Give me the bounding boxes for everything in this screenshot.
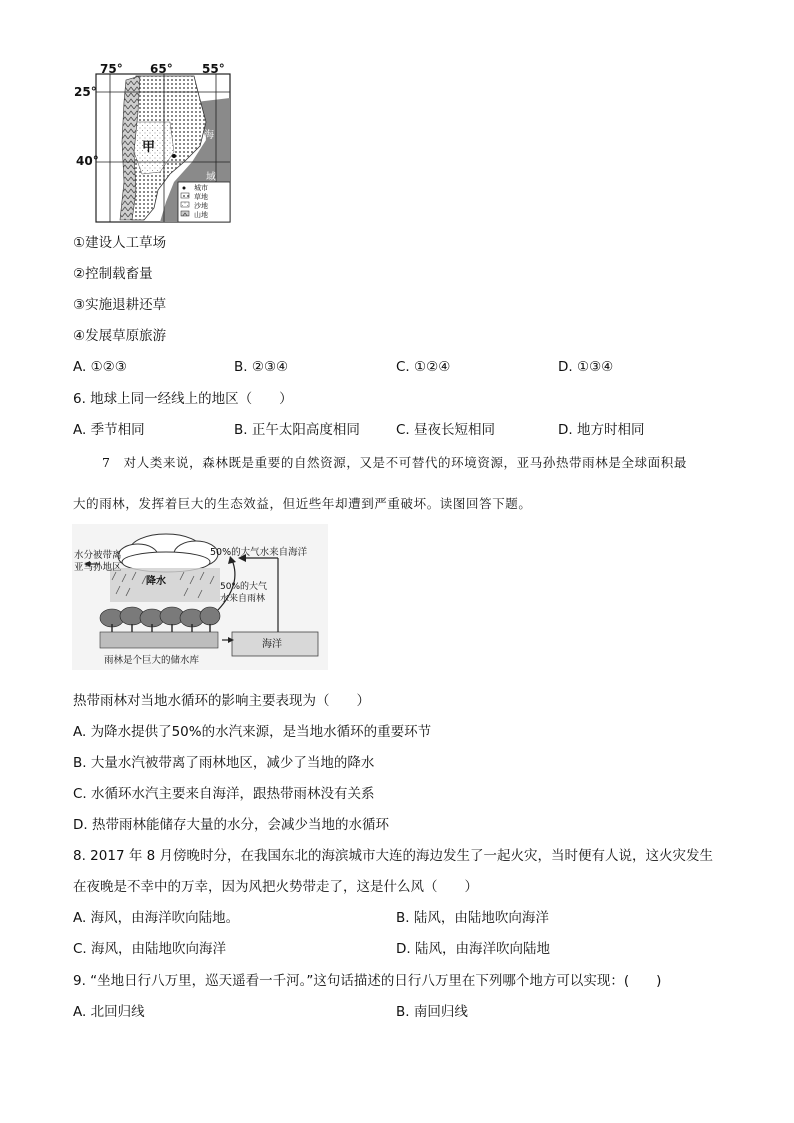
q7-option-d[interactable]: D. 热带雨林能储存大量的水分，会减少当地的水循环: [73, 817, 389, 833]
sea-label-2: 域: [206, 172, 216, 183]
q8-option-c[interactable]: C. 海风，由陆地吹向海洋: [73, 941, 227, 957]
q5-option-b[interactable]: B. ②③④: [234, 359, 289, 375]
lat-label-40: 40°: [76, 154, 99, 168]
q6-stem: 6. 地球上同一经线上的地区（ ）: [73, 391, 293, 407]
q7-option-a[interactable]: A. 为降水提供了50%的水汽来源，是当地水循环的重要环节: [73, 724, 432, 740]
legend-city: 城市: [194, 184, 208, 192]
q9-option-a[interactable]: A. 北回归线: [73, 1004, 145, 1020]
q7-option-c[interactable]: C. 水循环水汽主要来自海洋，跟热带雨林没有关系: [73, 786, 375, 802]
diagram-label-rain: 降水: [146, 576, 166, 587]
q5-item-2: ②控制载畜量: [73, 266, 153, 282]
q7-question: 热带雨林对当地水循环的影响主要表现为（ ）: [73, 693, 370, 709]
sea-label-1: 海: [204, 130, 214, 141]
q8-option-d[interactable]: D. 陆风，由海洋吹向陆地: [396, 941, 550, 957]
city-marker: [172, 154, 176, 158]
q7-stem-line1: 7 对人类来说，森林既是重要的自然资源，又是不可替代的环境资源，亚马孙热带雨林是全球面积最: [102, 455, 687, 470]
diagram-label-ocean: 海洋: [262, 639, 282, 650]
region-jia-label: 甲: [142, 140, 156, 155]
q6-option-a[interactable]: A. 季节相同: [73, 422, 145, 438]
lat-label-25: 25°: [74, 85, 97, 99]
legend-grassland: 草地: [194, 193, 208, 201]
lon-label-65: 65°: [150, 62, 173, 76]
q5-option-c[interactable]: C. ①②④: [396, 359, 451, 375]
diagram-label-forest-source-2: 水来自雨林: [220, 594, 266, 604]
q9-stem: 9. “坐地日行八万里，巡天遥看一千河。”这句话描述的日行八万里在下列哪个地方可以实现：( ): [73, 973, 662, 989]
q5-item-1: ①建设人工草场: [73, 235, 167, 251]
q7-stem-line2: 大的雨林，发挥着巨大的生态效益，但近些年却遭到严重破坏。读图回答下题。: [73, 496, 532, 511]
q8-stem-line1: 8. 2017 年 8 月傍晚时分，在我国东北的海滨城市大连的海边发生了一起火灾，当时便有人说，这火灾发生: [73, 848, 713, 864]
q9-option-b[interactable]: B. 南回归线: [396, 1004, 468, 1020]
q5-item-3: ③实施退耕还草: [73, 297, 167, 313]
legend-mountain: 山地: [194, 211, 208, 219]
diagram-label-carried-away-2: 亚马孙地区: [74, 562, 122, 573]
q8-option-a[interactable]: A. 海风，由海洋吹向陆地。: [73, 910, 240, 926]
q7-option-b[interactable]: B. 大量水汽被带离了雨林地区，减少了当地的降水: [73, 755, 375, 771]
diagram-label-reservoir: 雨林是个巨大的储水库: [104, 655, 200, 666]
diagram-label-carried-away-1: 水分被带离: [74, 550, 122, 561]
rainforest-water-cycle-diagram: [72, 524, 328, 670]
diagram-label-forest-source-1: 50%的大气: [220, 582, 268, 592]
q5-item-4: ④发展草原旅游: [73, 328, 167, 344]
lon-label-55: 55°: [202, 62, 225, 76]
legend-sandland: 沙地: [194, 202, 208, 210]
q8-stem-line2: 在夜晚是不幸中的万幸，因为风把火势带走了，这是什么风（ ）: [73, 879, 478, 895]
q8-option-b[interactable]: B. 陆风，由陆地吹向海洋: [396, 910, 549, 926]
diagram-label-ocean-source: 50%的大气水来自海洋: [210, 547, 308, 558]
q6-option-b[interactable]: B. 正午太阳高度相同: [234, 422, 360, 438]
south-america-map: [74, 62, 234, 224]
q5-option-d[interactable]: D. ①③④: [558, 359, 614, 375]
q6-option-d[interactable]: D. 地方时相同: [558, 422, 645, 438]
q5-option-a[interactable]: A. ①②③: [73, 359, 127, 375]
q6-option-c[interactable]: C. 昼夜长短相同: [396, 422, 496, 438]
lon-label-75: 75°: [100, 62, 123, 76]
